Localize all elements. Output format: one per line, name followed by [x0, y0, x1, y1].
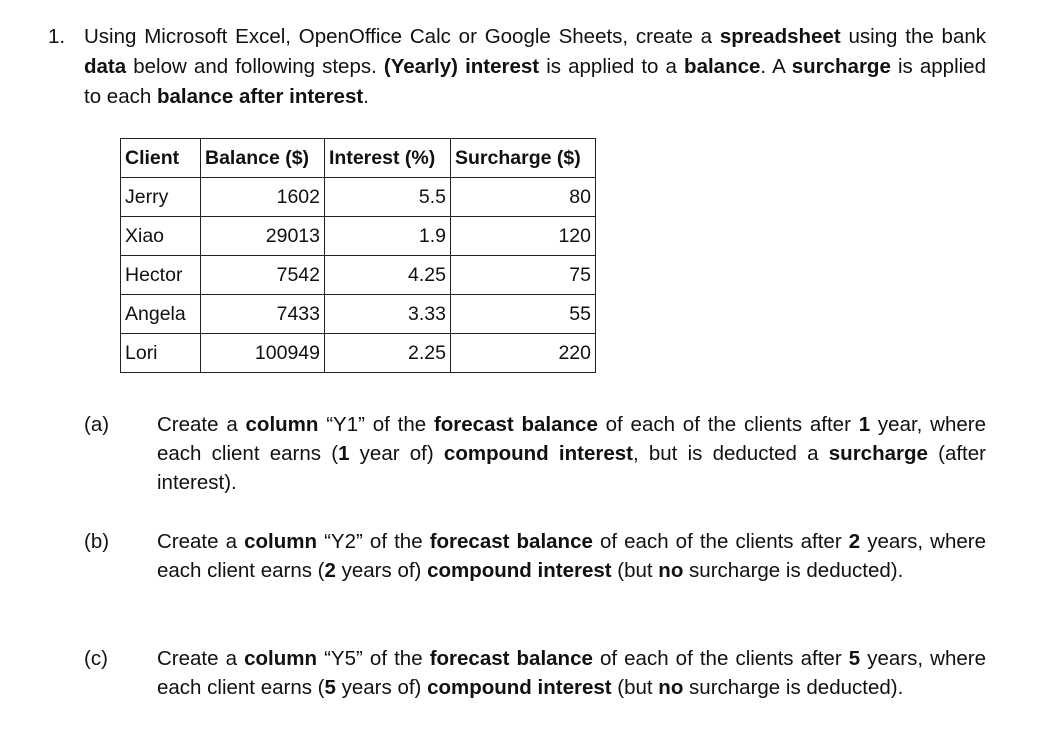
interest-cell: 4.25 [325, 256, 451, 295]
text-run: , but is deducted a [632, 442, 829, 465]
bold-text-run: data [84, 55, 127, 78]
bold-text-run: compound interest [443, 442, 633, 465]
text-run: years, where each client earns ( [157, 530, 986, 582]
bold-text-run: forecast balance [433, 413, 598, 436]
column-header-surcharge: Surcharge ($) [451, 139, 596, 178]
part-b-label: (b) [84, 530, 110, 553]
balance-cell: 7433 [201, 295, 325, 334]
bold-text-run: 1 [858, 413, 871, 436]
part-c-text [157, 644, 986, 702]
text-run: year, where each client earns ( [157, 413, 986, 465]
table-row [121, 295, 596, 334]
surcharge-cell: 55 [451, 295, 596, 334]
text-run: of each of the clients after [597, 413, 859, 436]
text-run: surcharge is deducted). [683, 676, 904, 699]
interest-cell: 1.9 [325, 217, 451, 256]
surcharge-cell: 220 [451, 334, 596, 373]
bold-text-run: spreadsheet [719, 25, 841, 48]
bold-text-run: 1 [338, 442, 350, 465]
table-row [121, 256, 596, 295]
balance-cell: 1602 [201, 178, 325, 217]
column-header-interest: Interest (%) [325, 139, 451, 178]
question-text [84, 22, 986, 112]
column-header-balance: Balance ($) [201, 139, 325, 178]
bank-data-table [120, 138, 596, 373]
balance-cell: 100949 [201, 334, 325, 373]
client-cell: Xiao [121, 217, 201, 256]
table-row [121, 178, 596, 217]
part-c-label: (c) [84, 647, 108, 670]
text-run: (after interest). [157, 442, 986, 494]
text-run: surcharge is deducted). [683, 559, 904, 582]
interest-cell: 3.33 [325, 295, 451, 334]
text-run: Using Microsoft Excel, OpenOffice Calc or Google Sheets, create a [84, 25, 720, 48]
bold-text-run: column [245, 413, 319, 436]
part-a-text [157, 410, 986, 497]
surcharge-cell: 75 [451, 256, 596, 295]
surcharge-cell: 120 [451, 217, 596, 256]
part-a-label: (a) [84, 413, 110, 436]
bold-text-run: 2 [324, 559, 336, 582]
client-cell: Lori [121, 334, 201, 373]
text-run: Create a [157, 647, 245, 670]
text-run: is applied to a [539, 55, 685, 78]
balance-cell: 7542 [201, 256, 325, 295]
surcharge-cell: 80 [451, 178, 596, 217]
text-run: years of) [335, 676, 428, 699]
bold-text-run: forecast balance [429, 530, 593, 553]
client-cell: Angela [121, 295, 201, 334]
bold-text-run: balance [684, 55, 761, 78]
text-run: Create a [157, 530, 245, 553]
bold-text-run: surcharge [828, 442, 928, 465]
text-run: using the bank [840, 25, 986, 48]
bold-text-run: column [244, 647, 318, 670]
text-run: of each of the clients after [592, 647, 849, 670]
text-run: “Y5” of the [317, 647, 430, 670]
bold-text-run: balance after interest [156, 85, 364, 108]
text-run: is applied to each [84, 55, 986, 108]
column-header-client: Client [121, 139, 201, 178]
bold-text-run: 5 [848, 647, 861, 670]
bold-text-run: 5 [324, 676, 336, 699]
text-run: years, where each client earns ( [157, 647, 986, 699]
bold-text-run: surcharge [791, 55, 891, 78]
bold-text-run: no [658, 559, 684, 582]
text-run: “Y1” of the [318, 413, 434, 436]
bold-text-run: compound interest [427, 676, 612, 699]
text-run: (but [611, 676, 659, 699]
text-run: years of) [335, 559, 428, 582]
bold-text-run: (Yearly) interest [383, 55, 540, 78]
client-cell: Jerry [121, 178, 201, 217]
text-run: . [363, 85, 369, 108]
interest-cell: 2.25 [325, 334, 451, 373]
balance-cell: 29013 [201, 217, 325, 256]
bold-text-run: column [244, 530, 318, 553]
text-run: . A [760, 55, 792, 78]
part-b-text [157, 527, 986, 585]
text-run: “Y2” of the [317, 530, 430, 553]
text-run: below and following steps. [126, 55, 384, 78]
bold-text-run: no [658, 676, 684, 699]
text-run: Create a [157, 413, 246, 436]
question-number: 1. [48, 25, 66, 48]
text-run: year of) [349, 442, 444, 465]
bold-text-run: forecast balance [429, 647, 593, 670]
table-row [121, 334, 596, 373]
client-cell: Hector [121, 256, 201, 295]
bold-text-run: compound interest [427, 559, 612, 582]
table-row [121, 217, 596, 256]
interest-cell: 5.5 [325, 178, 451, 217]
text-run: of each of the clients after [592, 530, 849, 553]
text-run: (but [611, 559, 659, 582]
bold-text-run: 2 [848, 530, 861, 553]
table-header-row [121, 139, 596, 178]
